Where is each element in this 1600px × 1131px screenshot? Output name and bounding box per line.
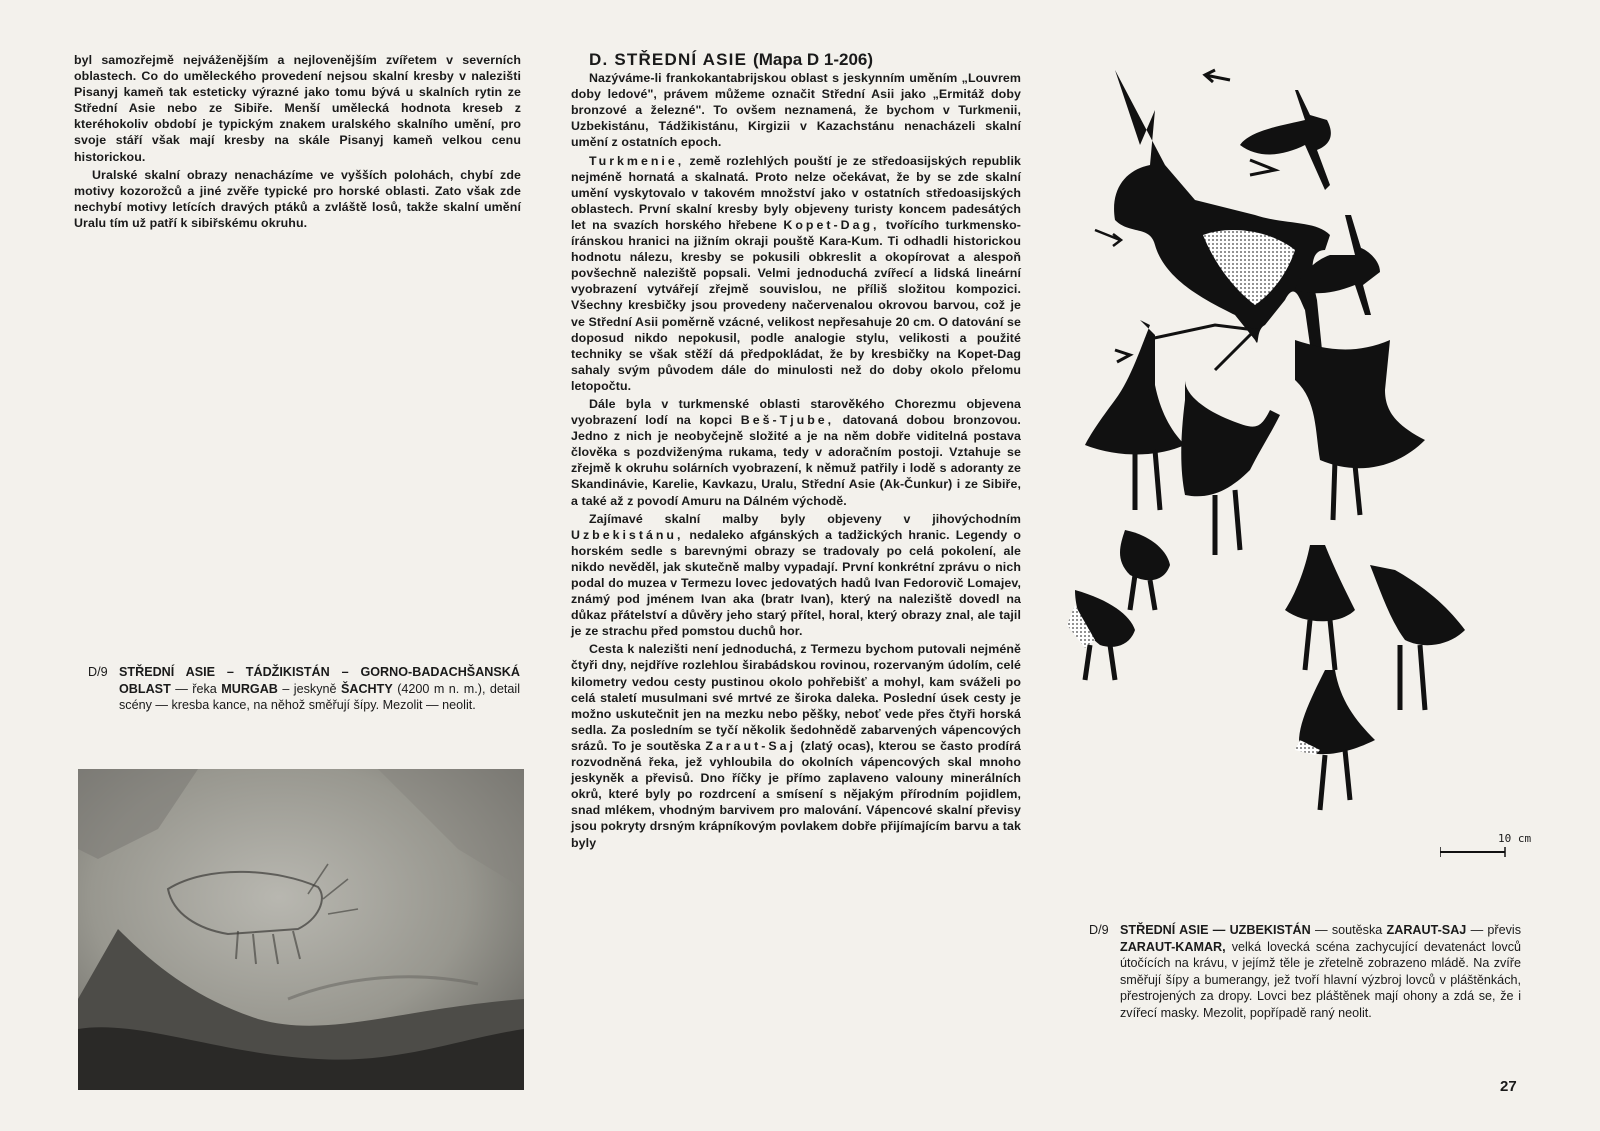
caption-body	[119, 664, 520, 714]
cow-figure	[1114, 70, 1330, 380]
hunter-figure	[1181, 380, 1280, 555]
caption-overhang: ZARAUT-KAMAR,	[1120, 939, 1226, 954]
caption-label: D/9	[1089, 923, 1109, 937]
spaced-term: Beš-Tjube,	[740, 413, 835, 428]
paragraph-text: tvořícího turkmensko-íránskou hranici na jižním okraji pouště Kara-Kum. Ti odhadli historickou hodnotu nálezu, kresby se pokusili obkreslit a okopírovat a alespoň povšechně naleziště popsali. Velmi jednoduchá zvířecí a lidská lineární vyobrazení vytvářejí zřejmě souvislou, ne příliš složitou kompozici. Všechny kresbičky jsou provedeny načervenalou okrovou barvou, což je ve Střední Asii poměrně vzácné, velikost nepřesahuje 20 cm. O datování se doposud nikdo nepokusil, podle analogie stylu, velikosti a použité techniky se však stěží dá předpokládat, že by kresbičky na Kopet-Dag sahaly svým původem dále do minulosti než do doby okolo přelomu letopočtu.	[571, 217, 1021, 393]
paragraph-text: nedaleko afgánských a tadžických hranic. Legendy o horském sedle s barevnými obrazy se tradovaly po celá pokolení, ale nikdo nevěděl, jak skutečně malby vypadají. První konkrétní zprávu o nich podal do muzea v Termezu lovec jedovatých hadů Ivan Fedorovič Lomajev, známý pod jménem Ivan aka (bratr Ivan), který na naleziště dovedl na důkaz přátelství a důvěry jeho starý přítel, horal, který obrazy znal, ale tajil je ze strachu před pomstou duchů hor.	[571, 527, 1021, 639]
arrow-mark	[1115, 350, 1130, 362]
paragraph	[571, 511, 1021, 640]
bow-line	[1145, 325, 1255, 370]
hunter-figure	[1295, 340, 1425, 520]
caption-text: — soutěska	[1310, 923, 1387, 937]
caption-river: MURGAB	[221, 681, 278, 696]
hunter-figure	[1370, 565, 1465, 710]
caption-text: velká lovecká scéna zachycující devatenáct lovců útočících na krávu, v jejímž těle je zřetelně zobrazeno mládě. Na zvíře směřují šípy a bumerangy, jež tvoří hlavní výzbroj lovců v pláštěnkách, přestrojených za dropy. Lovci bez pláštěnek mají ohony a zdá se, že i zvířecí masky. Mezolit, popřípadě raný neolit.	[1120, 939, 1521, 1020]
arrow-mark	[1250, 160, 1275, 175]
map-reference: (Mapa D 1-206)	[753, 50, 874, 69]
rock-art-illustration	[1055, 50, 1555, 890]
scale-bar	[1440, 832, 1540, 862]
paragraph	[571, 641, 1021, 850]
paragraph-text: (zlatý ocas), kterou se často prodírá rozvodněná řeka, jež vyhloubila do okolních vápencových skal mnoho jeskyněk a převisů. Dno říčky je přímo zaplaveno valouny minerálních okrů, které byly po rozdrcení a smísení s nějakým přírodním pojidlem, snad mlékem, vhodným barvivem pro malování. Vápencové skalní převisy jsou pokryty drsným krápníkovým povlakem dobře přijímajícím barvu a tak byly	[571, 738, 1021, 850]
caption-text: (4200 m n. m.), detail scény — kresba kance, na něhož směřují šípy. Mezolit — neolit.	[119, 681, 520, 712]
caption-location: STŘEDNÍ ASIE — UZBEKISTÁN	[1120, 923, 1311, 937]
hunter-figure	[1120, 530, 1170, 610]
hunter-figure	[1067, 590, 1135, 680]
paragraph: Nazýváme-li frankokantabrijskou oblast s jeskynním uměním „Louvrem doby ledové", právem můžeme označit Střední Asii jako „Ermitáž doby bronzové a železné". To ovšem neznamená, že bychom v Turkmenii, Uzbekistánu, Tádžikistánu, Kirgizii v Kazachstánu nenacházeli skalní umění z ostatních epoch.	[571, 71, 1021, 150]
spaced-term: Zaraut-Saj	[705, 738, 796, 753]
paragraph-text: datovaná dobou bronzovou. Jedno z nich je neobyčejně složité a je na něm dobře viditelná postava člověka s pozdviženýma rukama, tedy v adoračním postoji. Vztahuje se zřejmě k okruhu solárních vyobrazení, k němuž patřily i lodě s adoranty ze Skandinávie, Karelie, Kavkazu, Uralu, Střední Asie (Ak-Čunkur) i ze Sibiře, a také až z povodí Amuru na Dálném východě.	[571, 413, 1021, 508]
paragraph-text: Zajímavé skalní malby byly objeveny v jihovýchodním	[589, 511, 1021, 526]
hunter-figure	[1285, 545, 1355, 670]
scale-label: 10 cm	[1498, 832, 1532, 845]
caption-gorge: ZARAUT-SAJ	[1386, 923, 1467, 937]
caption-location: STŘEDNÍ ASIE – TÁDŽIKISTÁN – GORNO-BADACHŠANSKÁ OBLAST	[119, 665, 520, 696]
page-number: 27	[1500, 1078, 1517, 1095]
spaced-term: Kopet-Dag,	[783, 217, 880, 232]
cave-photo-image	[78, 769, 524, 1090]
caption-text: – jeskyně	[277, 681, 341, 696]
section-heading	[571, 52, 1021, 68]
paragraph-text: Cesta k nalezišti není jednoduchá, z Termezu bychom putovali nejméně čtyři dny, nejdříve rozlehlou širabádskou rovinou, rozervaným údolím, celé kilometry vedou cesty pustinou okolo pohřebišť a mohyl, kam sváželi po celá staletí musulmani své mrtvé ze široka daleka. Poslední úsek cesty je možno uskutečnit jen na mezku nebo pěšky, neboť vede přes čtyři horská sedla. Za posledním se tyčí několik šedohnědě zabarvených vápencových srázů. To je soutěska	[571, 642, 1021, 753]
photo-caption-left	[88, 664, 520, 714]
paragraph-text: Dále byla v turkmenské oblasti starověkého Chorezmu objevena vyobrazení lodí na kopci	[571, 396, 1021, 428]
caption-body	[1120, 922, 1521, 1021]
cave-photograph	[78, 769, 524, 1090]
spaced-term: Uzbekistánu,	[571, 527, 684, 542]
paragraph	[571, 396, 1021, 509]
paragraph	[571, 153, 1021, 394]
hunter-figure	[1085, 320, 1185, 510]
caption-text: — řeka	[170, 681, 222, 696]
caption-label: D/9	[88, 665, 108, 679]
arrow-mark	[1205, 70, 1230, 82]
paragraph: Uralské skalní obrazy nenacházíme ve vyšších polohách, chybí zde motivy kozorožců a jiné zvěře typické pro horské oblasti. Zato však zde nechybí motivy letících dravých ptáků a zvláště losů, takže skalní umění Uralu tím už patří k sibiřskému okruhu.	[74, 167, 521, 230]
caption-cave: ŠACHTY	[340, 681, 393, 696]
middle-text-column	[571, 52, 1021, 853]
hunter-figure	[1295, 670, 1375, 810]
caption-text: — převis	[1466, 923, 1522, 937]
illustration-caption-right	[1089, 922, 1521, 1021]
heading-title: D. STŘEDNÍ ASIE	[589, 50, 748, 69]
paragraph-text: země rozlehlých pouští je ze středoasijských republik nejméně hornatá a skalnatá. Proto nelze očekávat, že by se zde skalní umění vyskytovalo v takovém množství jako v ostatních středoasijských oblastech. První skalní kresby byly objeveny turisty koncem padesátých let na svazích horského hřebene	[571, 153, 1021, 232]
paragraph: byl samozřejmě nejváženějším a nejlovenějším zvířetem v severních oblastech. Co do uměleckého provedení nejsou skalní kresby v nalezišti Pisanyj kameň tak esteticky výrazné jako tomu bývá u skalních rytin ze Střední Asie nebo ze Sibiře. Menší umělecká hodnota kreseb z kteréhokoliv období je typickým znakem uralského skalního umění, pro svoje stáří však mají kresby na skále Pisanyj kameň velkou cenu historickou.	[74, 53, 521, 164]
spaced-term: Turkmenie,	[589, 153, 685, 168]
arrow-mark	[1095, 230, 1121, 246]
left-text-column	[74, 52, 521, 233]
